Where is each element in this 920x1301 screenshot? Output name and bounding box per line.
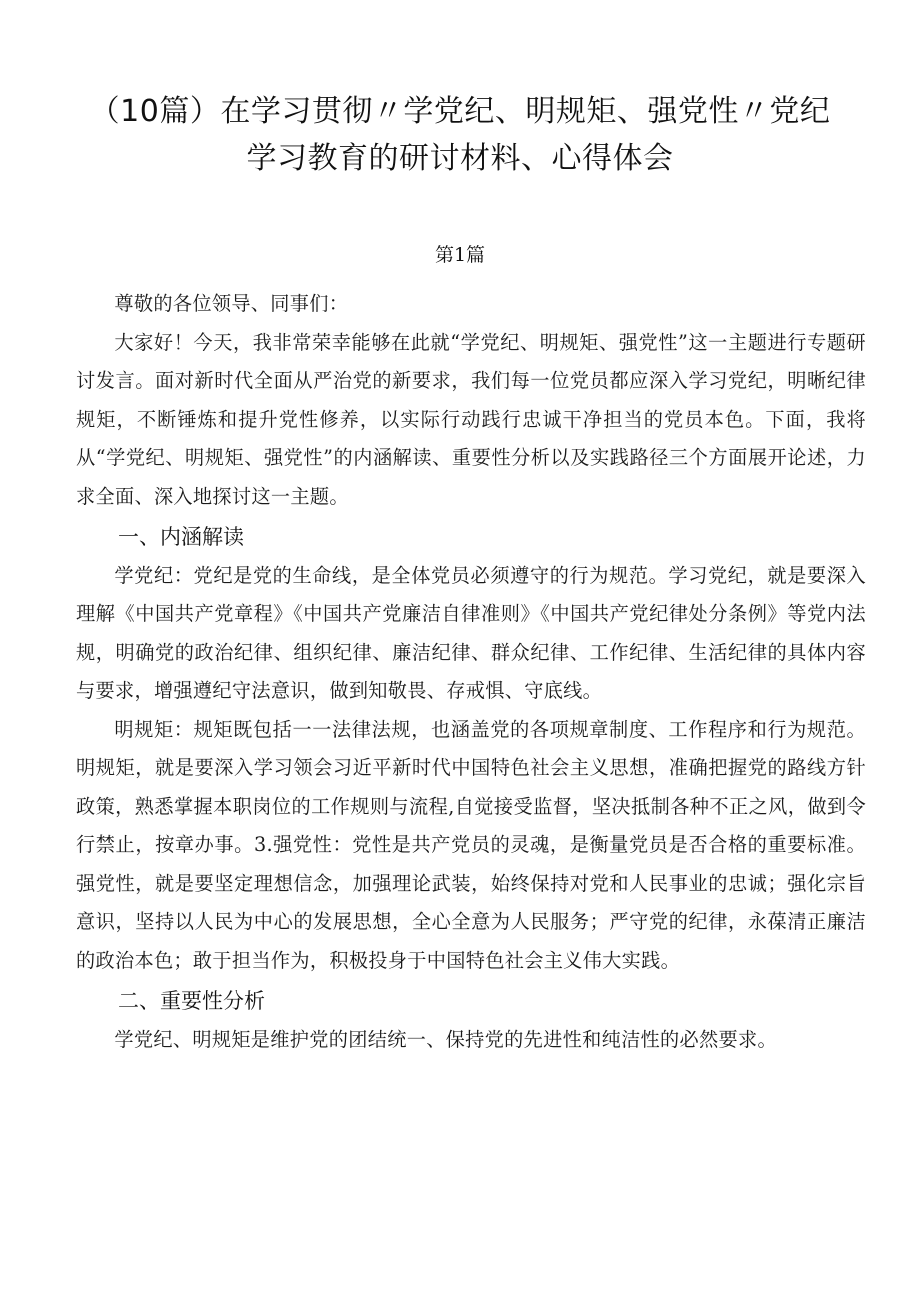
intro-paragraph: 大家好！今天，我非常荣幸能够在此就“学党纪、明规矩、强党性”这一主题进行专题研讨发言。面对新时代全面从严治党的新要求，我们每一位党员都应深入学习党纪，明晰纪律规矩，不断锤炼和提升党性修养，以实际行动践行忠诚干净担当的党员本色。下面，我将从“学党纪、明规矩、强党性”的内涵解读、重要性分析以及实践路径三个方面展开论述，力求全面、深入地探讨这一主题。 bbox=[76, 330, 866, 508]
paragraph-xuedangji: 学党纪：党纪是党的生命线，是全体党员必须遵守的行为规范。学习党纪，就是要深入理解《中国共产党章程》《中国共产党廉洁自律准则》《中国共产党纪律处分条例》等党内法规，明确党的政治纪律、组织纪律、廉洁纪律、群众纪律、工作纪律、生活纪律的具体内容与要求，增强遵纪守法意识，做到知敬畏、存戒惧、守底线。 bbox=[76, 563, 866, 702]
heading-connotation: 一、内涵解读 bbox=[118, 525, 244, 549]
title-line-1: （10篇）在学习贯彻〃学党纪、明规矩、强党性〃党纪 bbox=[89, 94, 831, 129]
salutation: 尊敬的各位领导、同事们： bbox=[114, 292, 349, 315]
document-body bbox=[76, 285, 866, 1059]
title-line-2: 学习教育的研讨材料、心得体会 bbox=[246, 141, 674, 176]
paragraph-mingguiju: 明规矩：规矩既包括一一法律法规，也涵盖党的各项规章制度、工作程序和行为规范。明规矩，就是要深入学习领会习近平新时代中国特色社会主义思想，准确把握党的路线方针政策，熟悉掌握本职岗位的工作规则与流程,自觉接受监督，坚决抵制各种不正之风，做到令行禁止，按章办事。3.强党性：党性是共产党员的灵魂，是衡量党员是否合格的重要标准。强党性，就是要坚定理想信念，加强理论武装，始终保持对党和人民事业的忠诚；强化宗旨意识，坚持以人民为中心的发展思想，全心全意为人民服务；严守党的纪律，永葆清正廉洁的政治本色；敢于担当作为，积极投身于中国特色社会主义伟大实践。 bbox=[76, 717, 866, 972]
heading-importance: 二、重要性分析 bbox=[118, 989, 265, 1013]
document-title bbox=[60, 88, 860, 182]
section-label: 第1篇 bbox=[434, 244, 486, 266]
paragraph-importance: 学党纪、明规矩是维护党的团结统一、保持党的先进性和纯洁性的必然要求。 bbox=[114, 1027, 777, 1051]
